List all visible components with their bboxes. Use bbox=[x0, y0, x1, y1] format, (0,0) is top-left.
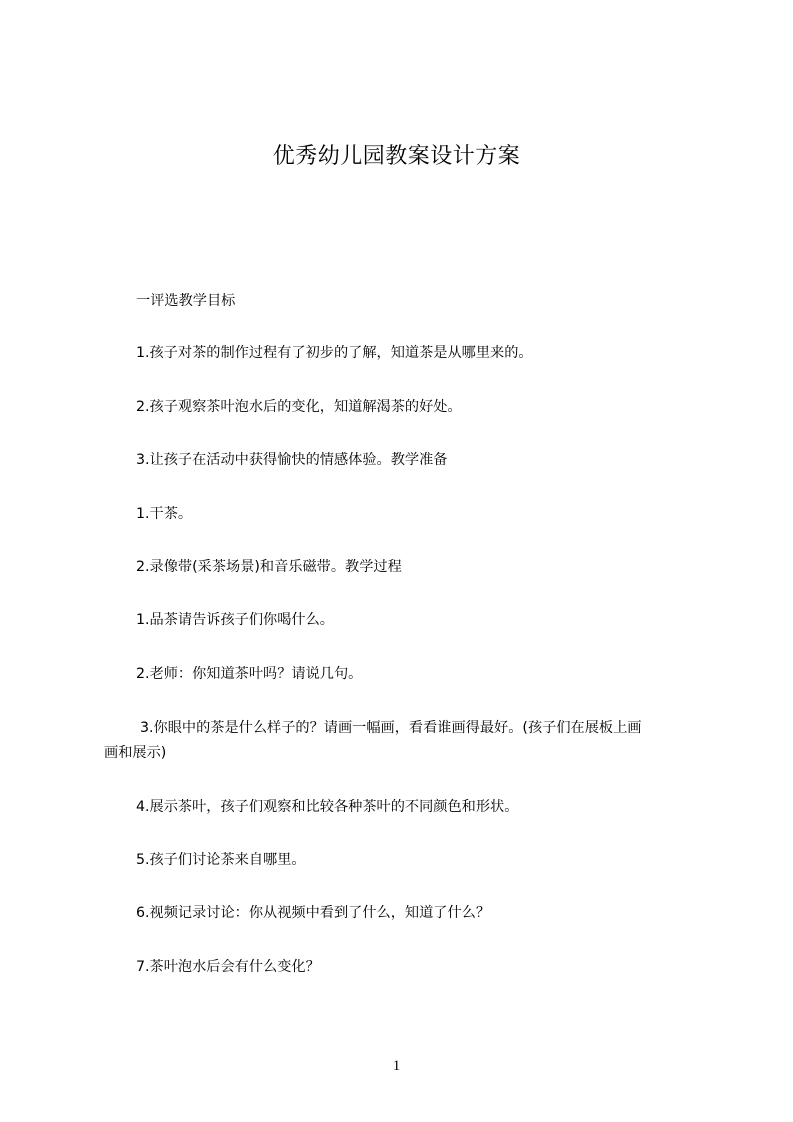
paragraph bbox=[0, 797, 793, 817]
paragraph-text: 5.孩子们讨论茶来自哪里。 bbox=[136, 852, 306, 868]
paragraph-continuation: 画和展示) bbox=[104, 745, 167, 761]
paragraph-text: 7.茶叶泡水后会有什么变化？ bbox=[136, 959, 320, 975]
paragraph-text: 1.干茶。 bbox=[136, 506, 193, 522]
paragraph-text: 2.孩子观察茶叶泡水后的变化，知道解渴茶的好处。 bbox=[136, 399, 462, 415]
paragraph bbox=[0, 343, 793, 363]
section-heading-objectives bbox=[0, 291, 793, 311]
paragraph bbox=[0, 610, 793, 630]
paragraph-text: 6.视频记录讨论：你从视频中看到了什么，知道了什么？ bbox=[136, 905, 491, 921]
paragraph-text: 2.老师：你知道茶叶吗？请说几句。 bbox=[136, 666, 363, 682]
paragraph bbox=[0, 557, 793, 577]
paragraph-text: 3.让孩子在活动中获得愉快的情感体验。教学准备 bbox=[136, 452, 448, 468]
paragraph bbox=[0, 718, 793, 738]
paragraph bbox=[0, 903, 793, 923]
paragraph-text: 1.品茶请告诉孩子们你喝什么。 bbox=[136, 612, 334, 628]
paragraph bbox=[0, 664, 793, 684]
paragraph bbox=[0, 850, 793, 870]
paragraph bbox=[0, 397, 793, 417]
page-title: 优秀幼儿园教案设计方案 bbox=[272, 144, 521, 169]
paragraph bbox=[0, 957, 793, 977]
paragraph-text: 3.你眼中的茶是什么样子的？请画一幅画，看看谁画得最好。(孩子们在展板上画 bbox=[140, 720, 642, 736]
page-number: 1 bbox=[392, 1058, 401, 1074]
paragraph-text: 2.录像带(采茶场景)和音乐磁带。教学过程 bbox=[136, 559, 402, 575]
paragraph-text: 4.展示茶叶，孩子们观察和比较各种茶叶的不同颜色和形状。 bbox=[136, 799, 519, 815]
paragraph bbox=[0, 450, 793, 470]
paragraph-text: 1.孩子对茶的制作过程有了初步的了解，知道茶是从哪里来的。 bbox=[136, 345, 533, 361]
paragraph bbox=[0, 504, 793, 524]
paragraph-text: 一评选教学目标 bbox=[136, 293, 236, 309]
